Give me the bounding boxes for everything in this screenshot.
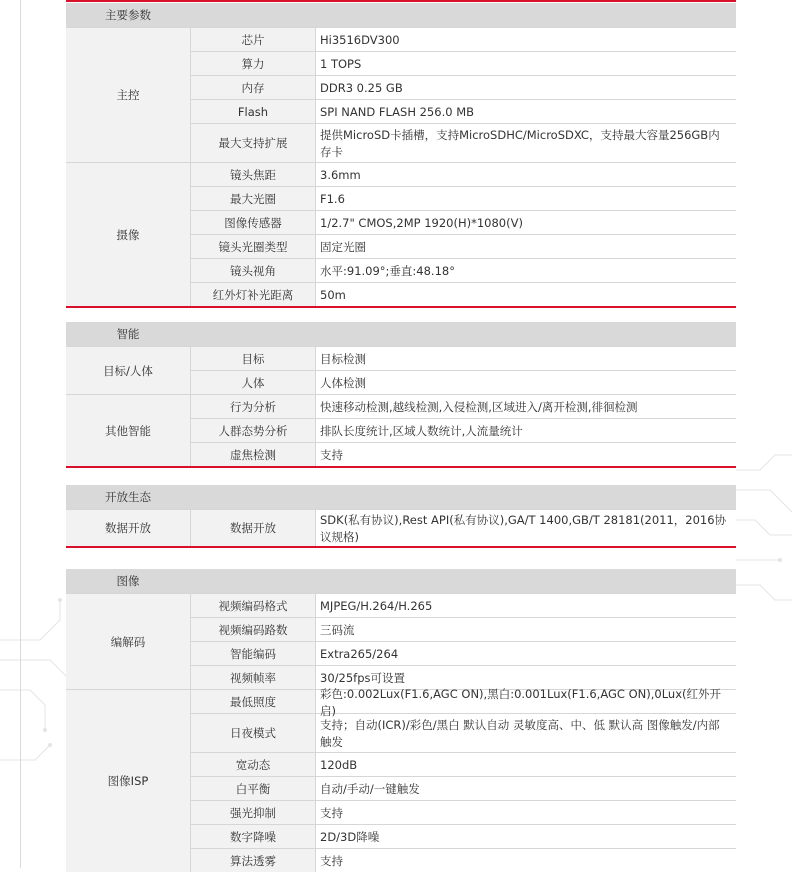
row-value: Extra265/264 xyxy=(320,647,399,661)
left-guide-line xyxy=(20,0,21,868)
row-key: Flash xyxy=(191,100,316,123)
row-value: SDK(私有协议),Rest API(私有协议),GA/T 1400,GB/T 28181(2011，2016协议规格) xyxy=(320,513,727,544)
row-key: 视频编码路数 xyxy=(191,618,316,641)
row-key: 目标 xyxy=(191,347,316,370)
row-value: 支持 xyxy=(320,854,343,868)
row-value: 彩色:0.002Lux(F1.6,AGC ON),黑白:0.001Lux(F1.6,AGC ON),0Lux(红外开启) xyxy=(320,686,721,718)
section-header xyxy=(66,3,736,27)
row-value: 120dB xyxy=(320,758,358,772)
group-codec xyxy=(66,593,736,689)
section-title: 图像 xyxy=(116,574,140,588)
group-target-human xyxy=(66,346,736,394)
row-value: 支持 xyxy=(320,806,343,820)
section-title: 智能 xyxy=(116,327,140,341)
row-key: 图像传感器 xyxy=(191,211,316,234)
group-label: 数据开放 xyxy=(66,510,191,546)
row-key: 最低照度 xyxy=(191,690,316,713)
row-value: 人体检测 xyxy=(320,376,366,390)
row-key: 内存 xyxy=(191,76,316,99)
row-value: 2D/3D降噪 xyxy=(320,830,380,844)
group-main-control xyxy=(66,27,736,162)
row-value: 1 TOPS xyxy=(320,57,362,71)
section-header xyxy=(66,569,736,593)
row-value: 三码流 xyxy=(320,623,355,637)
group-data-open xyxy=(66,509,736,546)
section-main-params xyxy=(66,3,736,308)
group-other-intelligence xyxy=(66,394,736,466)
section-image xyxy=(66,569,736,872)
section-end-rule xyxy=(66,306,736,308)
row-key: 白平衡 xyxy=(191,777,316,800)
row-value: 3.6mm xyxy=(320,168,361,182)
row-value: F1.6 xyxy=(320,192,345,206)
row-key: 芯片 xyxy=(191,28,316,51)
row-value: 固定光圈 xyxy=(320,240,366,254)
group-camera xyxy=(66,162,736,306)
row-value: 支持 xyxy=(320,448,343,462)
row-key: 算法透雾 xyxy=(191,849,316,872)
section-title: 主要参数 xyxy=(105,8,151,22)
row-key: 日夜模式 xyxy=(191,714,316,752)
section-title: 开放生态 xyxy=(105,490,151,504)
row-key: 宽动态 xyxy=(191,753,316,776)
row-value: 目标检测 xyxy=(320,352,366,366)
row-value: 支持；自动(ICR)/彩色/黑白 默认自动 灵敏度高、中、低 默认高 图像触发/内部触发 xyxy=(320,718,720,749)
row-value: 自动/手动/一键触发 xyxy=(320,782,420,796)
row-key: 智能编码 xyxy=(191,642,316,665)
section-open-ecosystem xyxy=(66,485,736,548)
group-label: 其他智能 xyxy=(66,395,191,466)
section-end-rule xyxy=(66,546,736,548)
row-value: 排队长度统计,区域人数统计,人流量统计 xyxy=(320,424,523,438)
row-key: 数字降噪 xyxy=(191,825,316,848)
row-key: 人群态势分析 xyxy=(191,419,316,442)
row-value: 快速移动检测,越线检测,入侵检测,区域进入/离开检测,徘徊检测 xyxy=(320,400,638,414)
row-value: 30/25fps可设置 xyxy=(320,671,405,685)
section-header xyxy=(66,485,736,509)
row-key: 红外灯补光距离 xyxy=(191,283,316,306)
group-label: 摄像 xyxy=(66,163,191,306)
group-image-isp xyxy=(66,686,736,872)
group-label: 主控 xyxy=(66,28,191,162)
row-value: 1/2.7" CMOS,2MP 1920(H)*1080(V) xyxy=(320,216,523,230)
row-key: 行为分析 xyxy=(191,395,316,418)
row-key: 强光抑制 xyxy=(191,801,316,824)
row-value: Hi3516DV300 xyxy=(320,33,400,47)
row-value: 提供MicroSD卡插槽，支持MicroSDHC/MicroSDXC，支持最大容量256GB内存卡 xyxy=(320,128,720,159)
section-header xyxy=(66,322,736,346)
row-value: SPI NAND FLASH 256.0 MB xyxy=(320,105,475,119)
group-label: 编解码 xyxy=(66,594,191,689)
row-value: MJPEG/H.264/H.265 xyxy=(320,599,433,613)
top-red-rule xyxy=(66,0,736,2)
row-value: 50m xyxy=(320,288,346,302)
row-key: 算力 xyxy=(191,52,316,75)
group-label: 目标/人体 xyxy=(66,347,191,394)
row-key: 数据开放 xyxy=(191,510,316,546)
row-key: 镜头光圈类型 xyxy=(191,235,316,258)
row-key: 镜头视角 xyxy=(191,259,316,282)
row-key: 最大支持扩展 xyxy=(191,124,316,162)
row-key: 人体 xyxy=(191,371,316,394)
section-intelligence xyxy=(66,322,736,468)
row-key: 视频帧率 xyxy=(191,666,316,689)
row-key: 最大光圈 xyxy=(191,187,316,210)
row-key: 虚焦检测 xyxy=(191,443,316,466)
row-value: DDR3 0.25 GB xyxy=(320,81,403,95)
row-key: 镜头焦距 xyxy=(191,163,316,186)
row-value: 水平:91.09°;垂直:48.18° xyxy=(320,264,455,278)
row-key: 视频编码格式 xyxy=(191,594,316,617)
section-end-rule xyxy=(66,466,736,468)
group-label: 图像ISP xyxy=(66,690,191,872)
